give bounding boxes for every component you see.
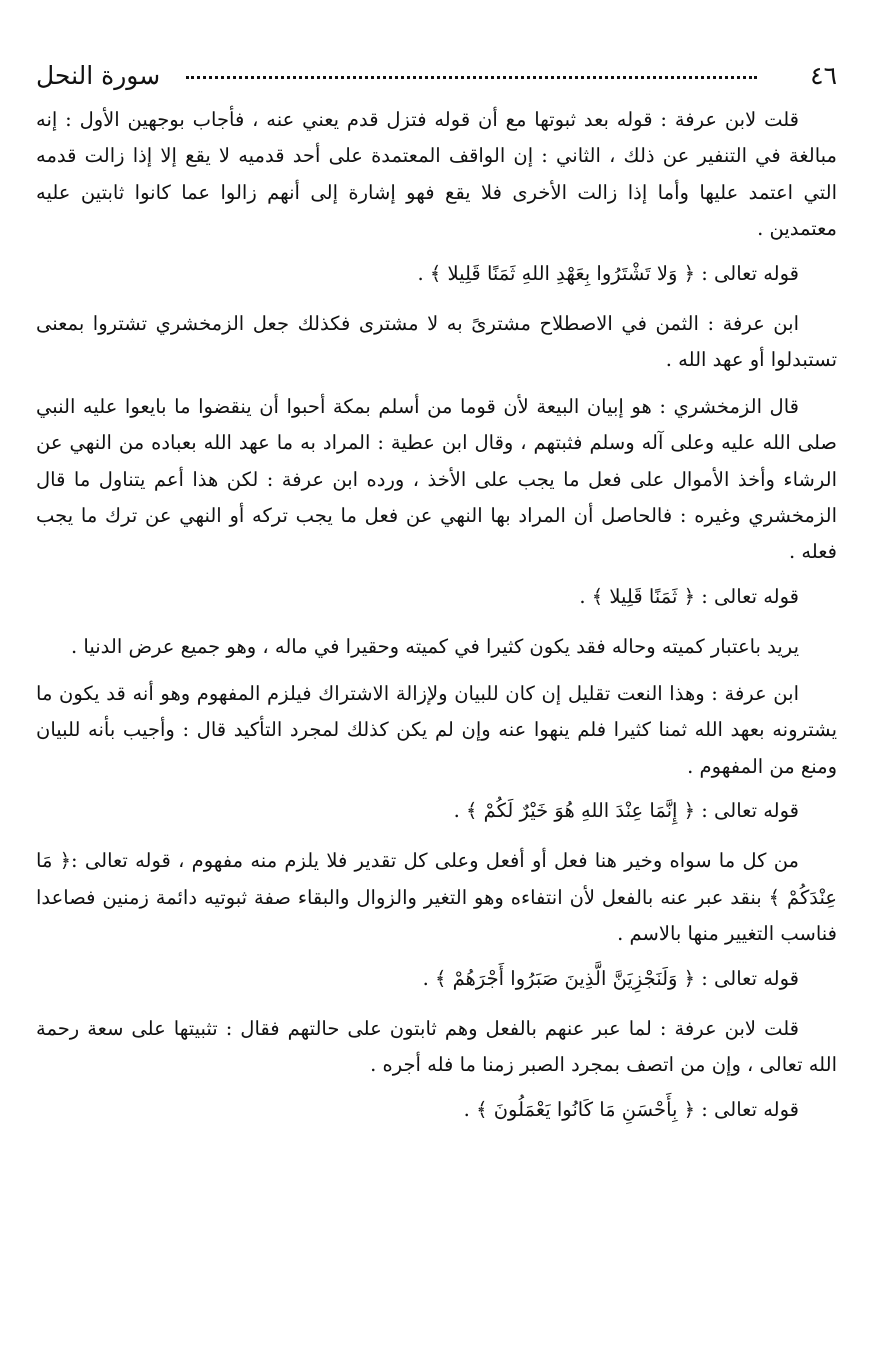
paragraph: قلت لابن عرفة : لما عبر عنهم بالفعل وهم ثابتون على حالتهم فقال : تثبيتها على سعة رحمة الله تعالى ، وإن من اتصف بمجرد الصبر زمنا ما فله أجره .	[36, 1016, 837, 1077]
header-dotted-rule	[186, 62, 757, 79]
page-body	[36, 102, 837, 1128]
verse-line: قوله تعالى : ﴿ بِأَحْسَنِ مَا كَانُوا يَعْمَلُونَ ﴾ .	[463, 1097, 799, 1121]
book-page	[36, 56, 837, 1361]
verse-line: قوله تعالى : ﴿ ثَمَنًا قَلِيلا ﴾ .	[579, 584, 799, 608]
paragraph: يريد باعتبار كميته وحاله فقد يكون كثيرا في كميته وحقيرا في ماله ، وهو جميع عرض الدنيا .	[71, 635, 799, 659]
verse-line: قوله تعالى : ﴿ إِنَّمَا عِنْدَ اللهِ هُوَ خَيْرٌ لَكُمْ ﴾ .	[453, 798, 799, 822]
verse-line: قوله تعالى : ﴿ وَلَنَجْزِيَنَّ الَّذِينَ صَبَرُوا أَجْرَهُمْ ﴾ .	[422, 966, 799, 990]
paragraph: ابن عرفة : الثمن في الاصطلاح مشترىً به لا مشترى فكذلك جعل الزمخشري تشتروا بمعنى تستبدلوا أو عهد الله .	[36, 312, 837, 372]
paragraph: قال الزمخشري : هو إبيان البيعة لأن قوما من أسلم بمكة أحبوا أن ينقضوا ما بايعوا عليه النبي صلى الله عليه وعلى آله وسلم فثبتهم ، وقال ابن عطية : المراد به ما عهد الله بعباده من النهي عن الرشاء وأخذ الأموال على فعل ما يجب على الأخذ ، ورده ابن عرفة : لكن هذا أعم يتناول ما قال الزمخشري وغيره : فالحاصل أن المراد بها النهي عن فعل ما يجب تركه أو النهي عن ترك ما يجب فعله .	[36, 394, 837, 564]
page-header	[36, 56, 837, 96]
paragraph: من كل ما سواه وخير هنا فعل أو أفعل وعلى كل تقدير فلا يلزم منه مفهوم ، قوله تعالى :﴿ مَا عِنْدَكُمْ ﴾ بنقد عبر عنه بالفعل لأن انتفاءه وهو التغير والزوال والبقاء صفة ثبوتيه دائمة زمنين فصاعدا فناسب التغيير منها بالاسم .	[36, 849, 837, 946]
paragraph: ابن عرفة : وهذا النعت تقليل إن كان للبيان ولإزالة الاشتراك فيلزم المفهوم وهو أنه قد يكون ما يشترونه بعهد الله ثمنا كثيرا فلم ينهوا عنه وإن لم يكن كذلك لمجرد التأكيد قال : وأجيب بأنه للبيان ومنع من المفهوم .	[36, 681, 837, 778]
surah-title: سورة النحل	[36, 61, 161, 90]
paragraph: قلت لابن عرفة : قوله بعد ثبوتها مع أن قوله فتزل قدم يعني عنه ، فأجاب بوجهين الأول : إنه مبالغة في التنفير عن ذلك ، الثاني : إن الواقف المعتمدة على أحد قدميه لا يقع إلا إذا زالت قدمه التي اعتمد عليها وأما إذا زالت الأخرى فلا يقع فهو إشارة إلى أنهم زالوا عما كانوا ثابتين عليه معتمدين .	[36, 108, 837, 241]
verse-line: قوله تعالى : ﴿ وَلا تَشْتَرُوا بِعَهْدِ اللهِ ثَمَنًا قَلِيلا ﴾ .	[417, 261, 799, 285]
page-number: ٤٦	[810, 61, 837, 90]
